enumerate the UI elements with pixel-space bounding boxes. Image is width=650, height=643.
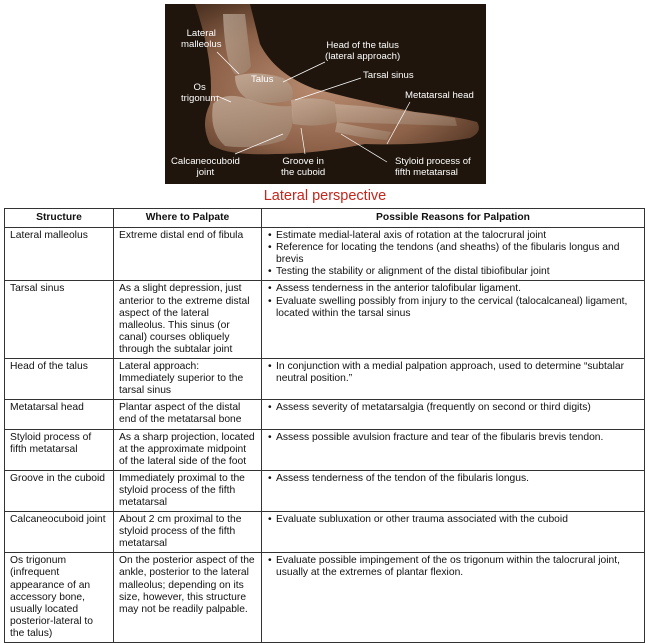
- label-os-trigonum: Os trigonum: [181, 82, 219, 104]
- table-row: [5, 553, 645, 643]
- table-row: [5, 512, 645, 553]
- table-row: [5, 400, 645, 429]
- label-tarsal-sinus: Tarsal sinus: [363, 70, 414, 81]
- where-cell: Lateral approach: Immediately superior to the tarsal sinus: [114, 359, 262, 400]
- where-cell: As a sharp projection, located at the approximate midpoint of the lateral side of the foot: [114, 429, 262, 470]
- reason-item: • Assess severity of metatarsalgia (frequently on second or third digits): [268, 402, 591, 414]
- reasons-cell: [262, 228, 645, 281]
- structure-cell: Head of the talus: [5, 359, 114, 400]
- reasons-cell: [262, 553, 645, 643]
- label-talus: Talus: [251, 74, 274, 85]
- reason-item: • Evaluate possible impingement of the os trigonum within the talocrural joint, usually at the extremes of plantar flexion.: [268, 555, 620, 579]
- reasons-cell: [262, 512, 645, 553]
- table-header-row: [5, 209, 645, 228]
- structure-cell: Styloid process of fifth metatarsal: [5, 429, 114, 470]
- reason-item: • Estimate medial-lateral axis of rotation at the talocrural joint: [268, 230, 547, 242]
- where-cell: Plantar aspect of the distal end of the metatarsal bone: [114, 400, 262, 429]
- table-row: [5, 470, 645, 511]
- structure-cell: Os trigonum (infrequent appearance of an accessory bone, usually located posterior-lateral to the talus): [5, 553, 114, 643]
- where-cell: Immediately proximal to the styloid process of the fifth metatarsal: [114, 470, 262, 511]
- label-groove-cuboid: Groove in the cuboid: [281, 156, 326, 178]
- reasons-cell: [262, 429, 645, 470]
- where-cell: Extreme distal end of fibula: [114, 228, 262, 281]
- figure-caption: Lateral perspective: [263, 188, 387, 204]
- palpation-table: [4, 208, 645, 643]
- table-row: [5, 228, 645, 281]
- where-cell: About 2 cm proximal to the styloid process of the fifth metatarsal: [114, 512, 262, 553]
- column-header-where: Where to Palpate: [114, 209, 262, 228]
- reason-item: • Assess possible avulsion fracture and tear of the fibularis brevis tendon.: [268, 431, 604, 443]
- reason-item: • Testing the stability or alignment of the distal tibiofibular joint: [268, 266, 550, 278]
- reasons-cell: [262, 470, 645, 511]
- structure-cell: Metatarsal head: [5, 400, 114, 429]
- table-row: [5, 429, 645, 470]
- column-header-structure: Structure: [5, 209, 114, 228]
- where-cell: As a slight depression, just anterior to the extreme distal aspect of the lateral malleolus. This sinus (or canal) courses obliquely through the subtalar joint: [114, 281, 262, 359]
- label-styloid-process: Styloid process of fifth metatarsal: [395, 156, 471, 178]
- reason-item: • Assess tenderness of the tendon of the fibularis longus.: [268, 472, 530, 484]
- label-metatarsal-head: Metatarsal head: [405, 90, 474, 101]
- reason-item: • Assess tenderness in the anterior talofibular ligament.: [268, 283, 521, 295]
- label-lateral-malleolus: Lateral malleolus: [181, 28, 222, 50]
- column-header-reasons: Possible Reasons for Palpation: [262, 209, 645, 228]
- reason-item: • In conjunction with a medial palpation approach, used to determine “subtalar neutral position.”: [268, 361, 625, 385]
- reason-item: • Evaluate swelling possibly from injury to the cervical (talocalcaneal) ligament, located within the tarsal sinus: [268, 295, 628, 319]
- structure-cell: Tarsal sinus: [5, 281, 114, 359]
- reasons-cell: [262, 400, 645, 429]
- reasons-cell: [262, 359, 645, 400]
- label-head-of-talus: Head of the talus (lateral approach): [325, 40, 401, 62]
- label-calcaneocuboid: Calcaneocuboid joint: [171, 156, 240, 178]
- foot-anatomy-figure: [165, 4, 486, 184]
- reason-item: • Evaluate subluxation or other trauma associated with the cuboid: [268, 514, 568, 526]
- structure-cell: Lateral malleolus: [5, 228, 114, 281]
- table-row: [5, 359, 645, 400]
- reasons-cell: [262, 281, 645, 359]
- structure-cell: Calcaneocuboid joint: [5, 512, 114, 553]
- table-row: [5, 281, 645, 359]
- where-cell: On the posterior aspect of the ankle, posterior to the lateral malleolus; depending on its size, however, this structure may not be readily palpable.: [114, 553, 262, 643]
- reason-item: • Reference for locating the tendons (and sheaths) of the fibularis longus and brevis: [268, 242, 620, 266]
- structure-cell: Groove in the cuboid: [5, 470, 114, 511]
